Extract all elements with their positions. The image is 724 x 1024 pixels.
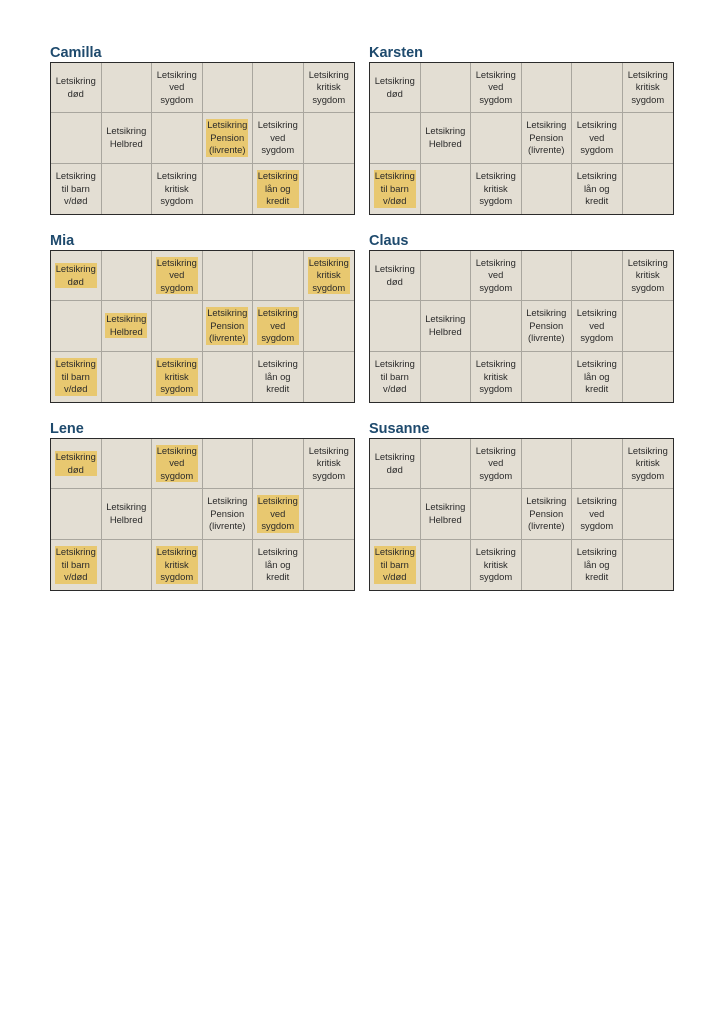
grid-cell: [572, 113, 623, 163]
coverage-label: Letsikring Helbred: [425, 501, 466, 525]
grid-cell: [152, 113, 203, 163]
coverage-label: Letsikring Pension (livrente): [207, 495, 248, 532]
grid-cell: [623, 439, 674, 489]
grid-cell: [51, 489, 102, 539]
grid-cell: [253, 352, 304, 402]
grid-cell: [623, 164, 674, 214]
coverage-label-highlighted: Letsikring kritisk sygdom: [156, 358, 197, 395]
grid-cell: [203, 301, 254, 351]
coverage-label-highlighted: Letsikring ved sygdom: [257, 307, 298, 344]
coverage-label: Letsikring lån og kredit: [257, 358, 298, 395]
grid-cell: [370, 489, 421, 539]
coverage-label-highlighted: Letsikring Pension (livrente): [207, 307, 248, 344]
coverage-label-highlighted: Letsikring kritisk sygdom: [308, 256, 349, 293]
grid-cell: [421, 63, 472, 113]
grid-cell: [102, 251, 153, 301]
coverage-grid: [50, 62, 355, 215]
panel-title: Susanne: [369, 421, 430, 437]
grid-cell: [203, 352, 254, 402]
coverage-label: Letsikring ved sygdom: [475, 256, 516, 293]
coverage-label-highlighted: Letsikring Pension (livrente): [207, 119, 248, 156]
grid-cell: [421, 352, 472, 402]
grid-cell: [51, 301, 102, 351]
grid-cell: [102, 164, 153, 214]
grid-cell: [623, 251, 674, 301]
grid-cell: [51, 540, 102, 590]
grid-cell: [471, 301, 522, 351]
coverage-label-highlighted: Letsikring lån og kredit: [257, 170, 298, 207]
grid-cell: [152, 63, 203, 113]
grid-cell: [471, 63, 522, 113]
coverage-label: Letsikring Helbred: [425, 313, 466, 337]
coverage-label: Letsikring Helbred: [106, 125, 147, 149]
grid-cell: [51, 164, 102, 214]
grid-cell: [304, 63, 355, 113]
grid-cell: [370, 251, 421, 301]
grid-cell: [623, 540, 674, 590]
grid-cell: [51, 251, 102, 301]
grid-cell: [522, 301, 573, 351]
coverage-label-highlighted: Letsikring ved sygdom: [156, 444, 197, 481]
grid-cell: [203, 439, 254, 489]
grid-cell: [421, 113, 472, 163]
grid-cell: [471, 113, 522, 163]
coverage-label-highlighted: Letsikring ved sygdom: [257, 495, 298, 532]
grid-cell: [421, 540, 472, 590]
grid-cell: [102, 540, 153, 590]
grid-cell: [572, 301, 623, 351]
coverage-label: Letsikring kritisk sygdom: [475, 170, 516, 207]
grid-cell: [522, 164, 573, 214]
grid-cell: [203, 164, 254, 214]
grid-cell: [102, 489, 153, 539]
grid-cell: [471, 489, 522, 539]
coverage-grid: [369, 438, 674, 591]
grid-cell: [304, 489, 355, 539]
grid-cell: [304, 113, 355, 163]
grid-cell: [572, 63, 623, 113]
grid-cell: [370, 164, 421, 214]
coverage-label: Letsikring ved sygdom: [576, 495, 617, 532]
coverage-label: Letsikring død: [374, 451, 415, 475]
grid-cell: [522, 63, 573, 113]
grid-cell: [572, 439, 623, 489]
coverage-label: Letsikring Pension (livrente): [526, 495, 567, 532]
grid-cell: [152, 164, 203, 214]
coverage-label-highlighted: Letsikring Helbred: [106, 313, 147, 337]
grid-cell: [370, 301, 421, 351]
coverage-label: Letsikring kritisk sygdom: [156, 170, 197, 207]
grid-cell: [102, 63, 153, 113]
grid-cell: [102, 439, 153, 489]
grid-cell: [471, 352, 522, 402]
grid-cell: [471, 251, 522, 301]
grid-cell: [623, 301, 674, 351]
grid-cell: [522, 352, 573, 402]
grid-cell: [370, 540, 421, 590]
grid-cell: [304, 164, 355, 214]
grid-cell: [623, 113, 674, 163]
coverage-label-highlighted: Letsikring ved sygdom: [156, 256, 197, 293]
coverage-label: Letsikring lån og kredit: [576, 170, 617, 207]
grid-cell: [421, 489, 472, 539]
grid-cell: [304, 251, 355, 301]
panel-title: Claus: [369, 233, 409, 249]
coverage-label: Letsikring Pension (livrente): [526, 307, 567, 344]
grid-cell: [152, 439, 203, 489]
grid-cell: [421, 301, 472, 351]
grid-cell: [522, 113, 573, 163]
grid-cell: [51, 352, 102, 402]
grid-cell: [152, 251, 203, 301]
grid-cell: [471, 439, 522, 489]
coverage-grid: [369, 250, 674, 403]
coverage-label: Letsikring ved sygdom: [475, 444, 516, 481]
grid-cell: [522, 540, 573, 590]
coverage-label: Letsikring til barn v/død: [55, 170, 96, 207]
grid-cell: [51, 113, 102, 163]
grid-cell: [304, 540, 355, 590]
grid-cell: [623, 352, 674, 402]
coverage-label: Letsikring ved sygdom: [475, 68, 516, 105]
coverage-label: Letsikring kritisk sygdom: [308, 68, 349, 105]
grid-cell: [522, 489, 573, 539]
panel-title: Camilla: [50, 45, 102, 61]
grid-cell: [253, 164, 304, 214]
coverage-label: Letsikring lån og kredit: [576, 546, 617, 583]
grid-cell: [203, 63, 254, 113]
grid-cell: [253, 63, 304, 113]
coverage-label: Letsikring kritisk sygdom: [475, 358, 516, 395]
grid-cell: [370, 439, 421, 489]
grid-cell: [152, 489, 203, 539]
grid-cell: [253, 489, 304, 539]
coverage-grid: [369, 62, 674, 215]
grid-cell: [253, 251, 304, 301]
coverage-label: Letsikring død: [55, 75, 96, 99]
coverage-label: Letsikring kritisk sygdom: [308, 444, 349, 481]
grid-cell: [370, 352, 421, 402]
coverage-label: Letsikring død: [374, 263, 415, 287]
grid-cell: [304, 439, 355, 489]
grid-cell: [203, 113, 254, 163]
grid-cell: [253, 301, 304, 351]
coverage-label: Letsikring ved sygdom: [576, 119, 617, 156]
coverage-label: Letsikring kritisk sygdom: [627, 68, 668, 105]
coverage-label: Letsikring kritisk sygdom: [475, 546, 516, 583]
coverage-label: Letsikring Helbred: [425, 125, 466, 149]
grid-cell: [623, 489, 674, 539]
grid-cell: [421, 164, 472, 214]
coverage-label-highlighted: Letsikring død: [55, 451, 96, 475]
coverage-label: Letsikring kritisk sygdom: [627, 256, 668, 293]
grid-cell: [253, 113, 304, 163]
grid-cell: [304, 352, 355, 402]
grid-cell: [253, 439, 304, 489]
grid-cell: [203, 251, 254, 301]
grid-cell: [572, 489, 623, 539]
grid-cell: [152, 540, 203, 590]
coverage-label: Letsikring ved sygdom: [576, 307, 617, 344]
grid-cell: [471, 164, 522, 214]
coverage-label-highlighted: Letsikring til barn v/død: [55, 546, 96, 583]
coverage-label: Letsikring kritisk sygdom: [627, 444, 668, 481]
coverage-label: Letsikring til barn v/død: [374, 358, 415, 395]
grid-cell: [370, 113, 421, 163]
grid-cell: [152, 301, 203, 351]
grid-cell: [572, 352, 623, 402]
coverage-label: Letsikring lån og kredit: [576, 358, 617, 395]
panel-title: Lene: [50, 421, 84, 437]
coverage-grid: [50, 250, 355, 403]
grid-cell: [152, 352, 203, 402]
grid-cell: [471, 540, 522, 590]
coverage-label-highlighted: Letsikring død: [55, 263, 96, 287]
coverage-label-highlighted: Letsikring til barn v/død: [374, 170, 415, 207]
grid-cell: [572, 540, 623, 590]
grid-cell: [304, 301, 355, 351]
grid-cell: [522, 251, 573, 301]
grid-cell: [102, 113, 153, 163]
coverage-label-highlighted: Letsikring til barn v/død: [55, 358, 96, 395]
coverage-grid: [50, 438, 355, 591]
coverage-label: Letsikring lån og kredit: [257, 546, 298, 583]
grid-cell: [253, 540, 304, 590]
grid-cell: [102, 301, 153, 351]
grid-cell: [522, 439, 573, 489]
grid-cell: [51, 439, 102, 489]
coverage-label: Letsikring ved sygdom: [156, 68, 197, 105]
coverage-label-highlighted: Letsikring til barn v/død: [374, 546, 415, 583]
coverage-label: Letsikring død: [374, 75, 415, 99]
grid-cell: [370, 63, 421, 113]
coverage-label-highlighted: Letsikring kritisk sygdom: [156, 546, 197, 583]
coverage-label: Letsikring Helbred: [106, 501, 147, 525]
grid-cell: [572, 164, 623, 214]
panel-title: Karsten: [369, 45, 423, 61]
grid-cell: [623, 63, 674, 113]
grid-cell: [421, 251, 472, 301]
coverage-label: Letsikring ved sygdom: [257, 119, 298, 156]
grid-cell: [203, 489, 254, 539]
grid-cell: [102, 352, 153, 402]
grid-cell: [572, 251, 623, 301]
grid-cell: [421, 439, 472, 489]
coverage-label: Letsikring Pension (livrente): [526, 119, 567, 156]
grid-cell: [203, 540, 254, 590]
grid-cell: [51, 63, 102, 113]
panel-title: Mia: [50, 233, 75, 249]
